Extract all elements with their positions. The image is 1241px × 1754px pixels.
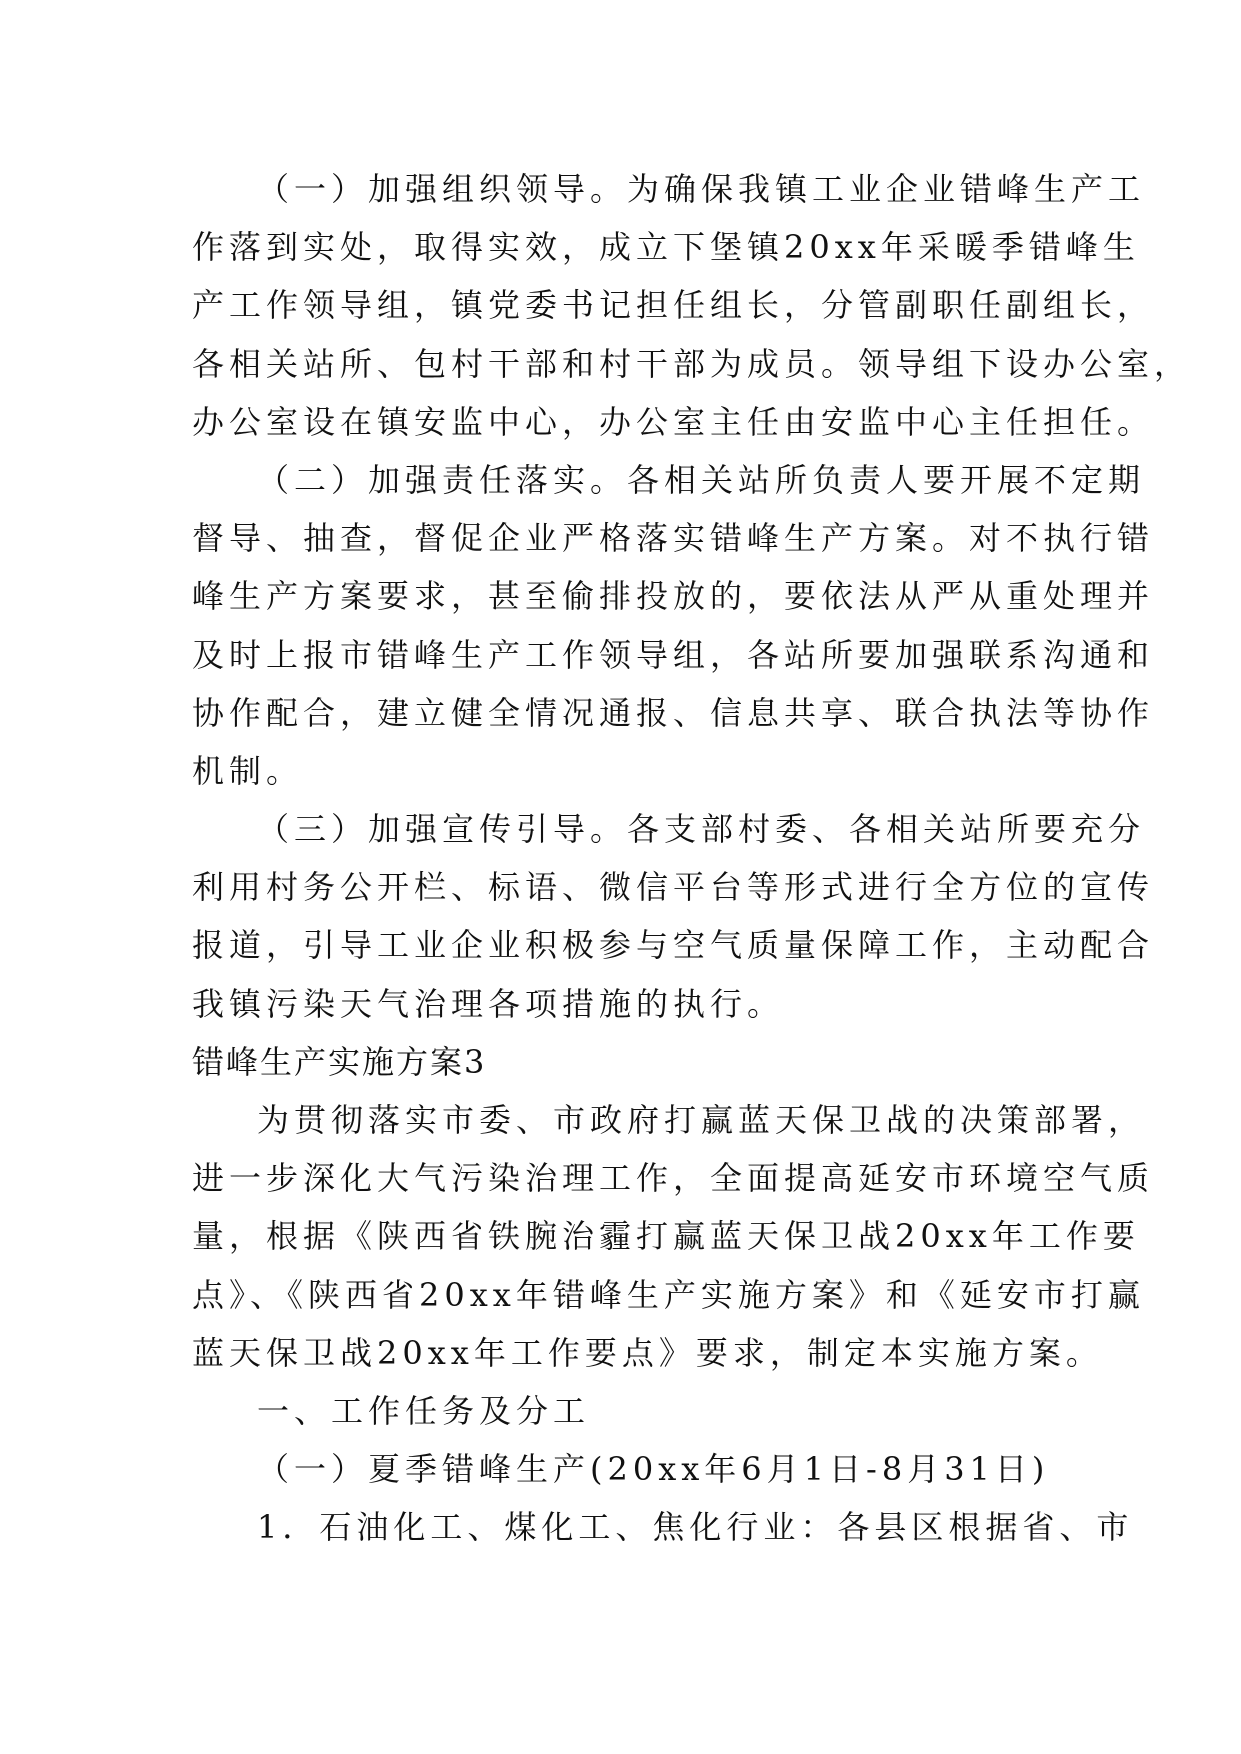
text-line: 利用村务公开栏、标语、微信平台等形式进行全方位的宣传 [192,868,1155,907]
text-line: （一）夏季错峰生产(20xx年6月1日-8月31日) [257,1450,1050,1489]
text-line: 量，根据《陕西省铁腕治霾打赢蓝天保卫战20xx年工作要 [192,1217,1140,1256]
text-line: 报道，引导工业企业积极参与空气质量保障工作，主动配合 [192,926,1155,965]
section-heading [192,1033,1052,1091]
heading-text: 错峰生产实施方案3 [192,1042,487,1081]
text-line: （二）加强责任落实。各相关站所负责人要开展不定期 [257,460,1146,499]
text-line: 峰生产方案要求，甚至偷排投放的，要依法从严从重处理并 [192,577,1155,616]
text-line: 蓝天保卫战20xx年工作要点》要求，制定本实施方案。 [192,1333,1103,1372]
text-line: 1．石油化工、煤化工、焦化行业：各县区根据省、市 [257,1508,1134,1547]
text-line: 办公室设在镇安监中心，办公室主任由安监中心主任担任。 [192,402,1155,441]
text-line: 各相关站所、包村干部和村干部为成员。领导组下设办公室， [192,344,1192,383]
text-line: 点》、《陕西省20xx年错峰生产实施方案》和《延安市打赢 [192,1275,1145,1314]
paragraph-introduction [192,1091,1155,1382]
text-line: 及时上报市错峰生产工作领导组，各站所要加强联系沟通和 [192,635,1155,674]
text-line: 机制。 [192,751,304,790]
text-line: 我镇污染天气治理各项措施的执行。 [192,984,785,1023]
list-item-petrochemical [192,1498,1134,1556]
text-line: （一）加强组织领导。为确保我镇工业企业错峰生产工 [257,170,1146,208]
document-body [192,160,1192,1557]
paragraph-responsibility [192,451,1155,800]
text-line: 产工作领导组，镇党委书记担任组长，分管副职任副组长， [192,286,1155,325]
summer-peak-title [192,1440,1052,1498]
paragraph-organization-leadership [192,160,1192,451]
text-line: （三）加强宣传引导。各支部村委、各相关站所要充分 [257,810,1146,849]
paragraph-publicity [192,800,1155,1033]
text-line: 一、工作任务及分工 [257,1391,591,1430]
text-line: 进一步深化大气污染治理工作，全面提高延安市环境空气质 [192,1159,1155,1198]
text-line: 作落到实处，取得实效，成立下堡镇20xx年采暖季错峰生 [192,228,1140,267]
text-line: 为贯彻落实市委、市政府打赢蓝天保卫战的决策部署， [257,1101,1146,1139]
text-line: 协作配合，建立健全情况通报、信息共享、联合执法等协作 [192,693,1155,732]
subsection-title [192,1382,1052,1440]
text-line: 督导、抽查，督促企业严格落实错峰生产方案。对不执行错 [192,519,1155,558]
